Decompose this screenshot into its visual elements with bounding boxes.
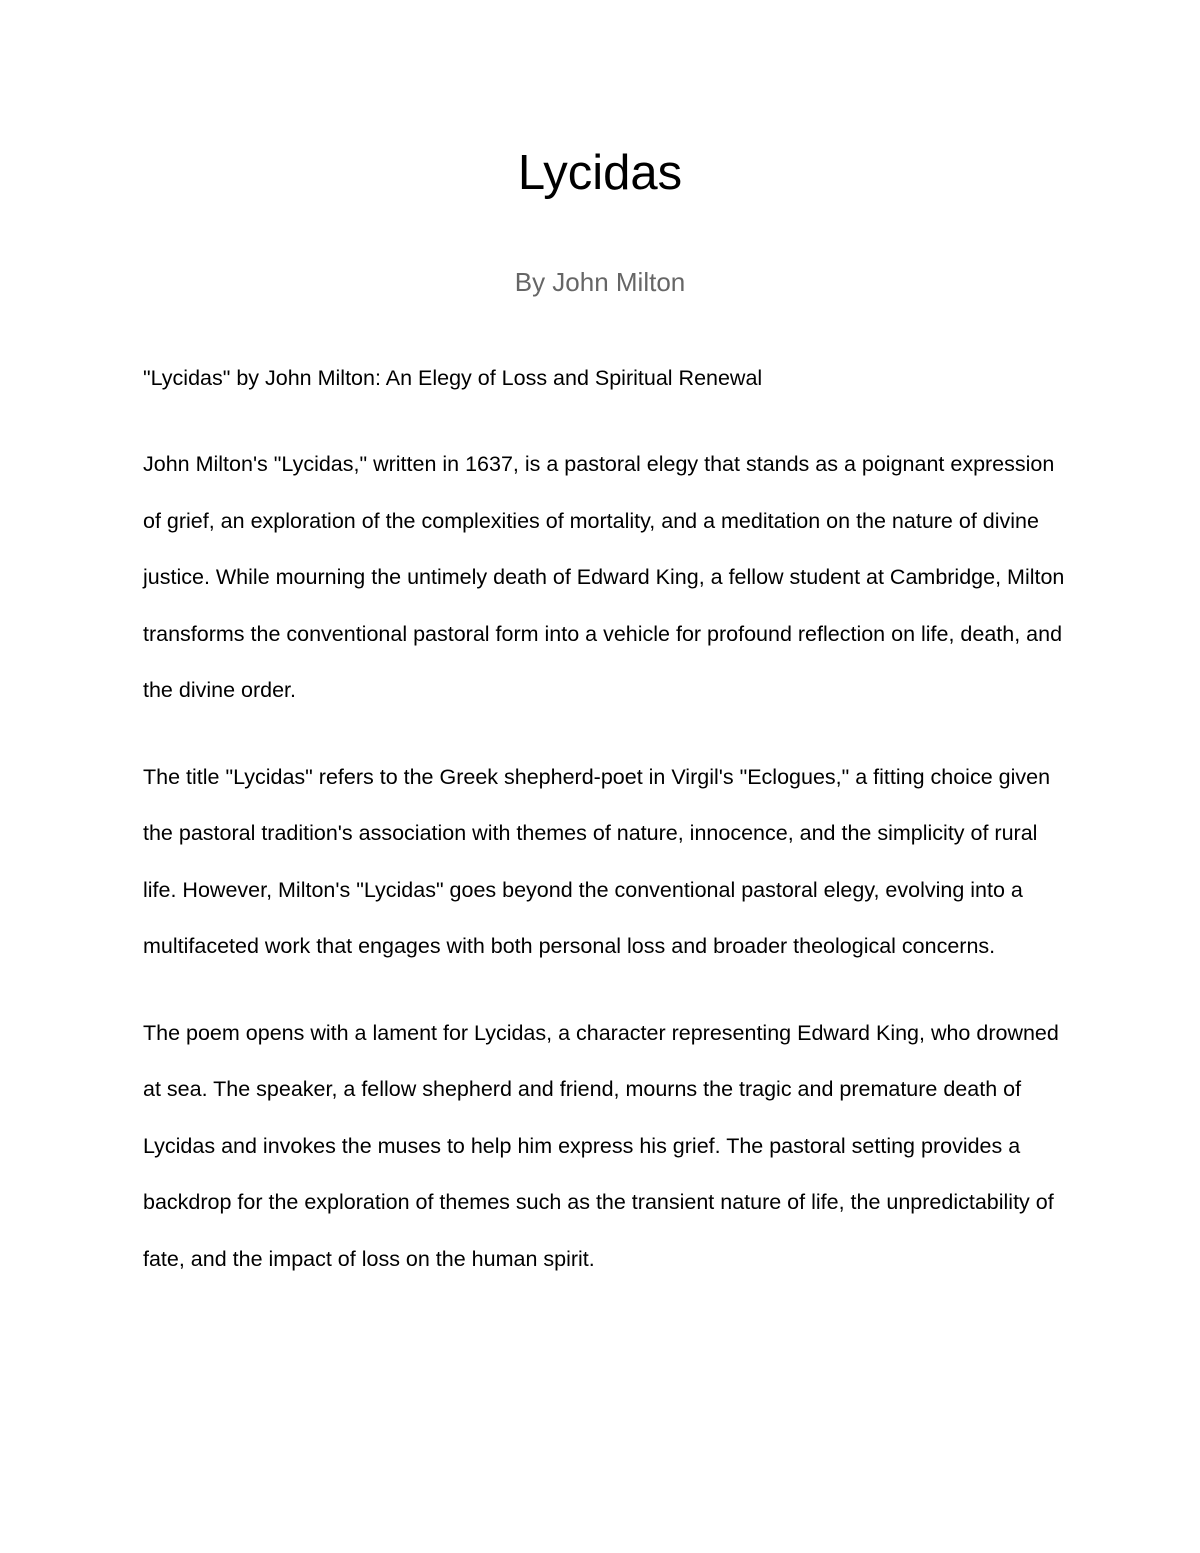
paragraph-2: The title "Lycidas" refers to the Greek shepherd-poet in Virgil's "Eclogues," a fitting choice given the pastoral tradition's association with themes of nature, innocence, and the simplicity of rural life. However, Milton's "Lycidas" goes beyond the conventional pastoral elegy, evolving into a multifaceted work that engages with both personal loss and broader theological concerns. <box>143 764 1051 958</box>
essay-heading: "Lycidas" by John Milton: An Elegy of Loss and Spiritual Renewal <box>143 366 763 390</box>
document-body <box>143 350 1073 1317</box>
paragraph-1: John Milton's "Lycidas," written in 1637, is a pastoral elegy that stands as a poignant expression of grief, an exploration of the complexities of mortality, and a meditation on the nature of divine justice. While mourning the untimely death of Edward King, a fellow student at Cambridge, Milton transforms the conventional pastoral form into a vehicle for profound reflection on life, death, and the divine order. <box>143 452 1065 702</box>
author-byline: By John Milton <box>514 267 686 297</box>
page-title: Lycidas <box>517 146 683 200</box>
paragraph-3: The poem opens with a lament for Lycidas, a character representing Edward King, who drowned at sea. The speaker, a fellow shepherd and friend, mourns the tragic and premature death of Lycidas and invokes the muses to help him express his grief. The pastoral setting provides a backdrop for the exploration of themes such as the transient nature of life, the unpredictability of fate, and the impact of loss on the human spirit. <box>143 1020 1059 1271</box>
